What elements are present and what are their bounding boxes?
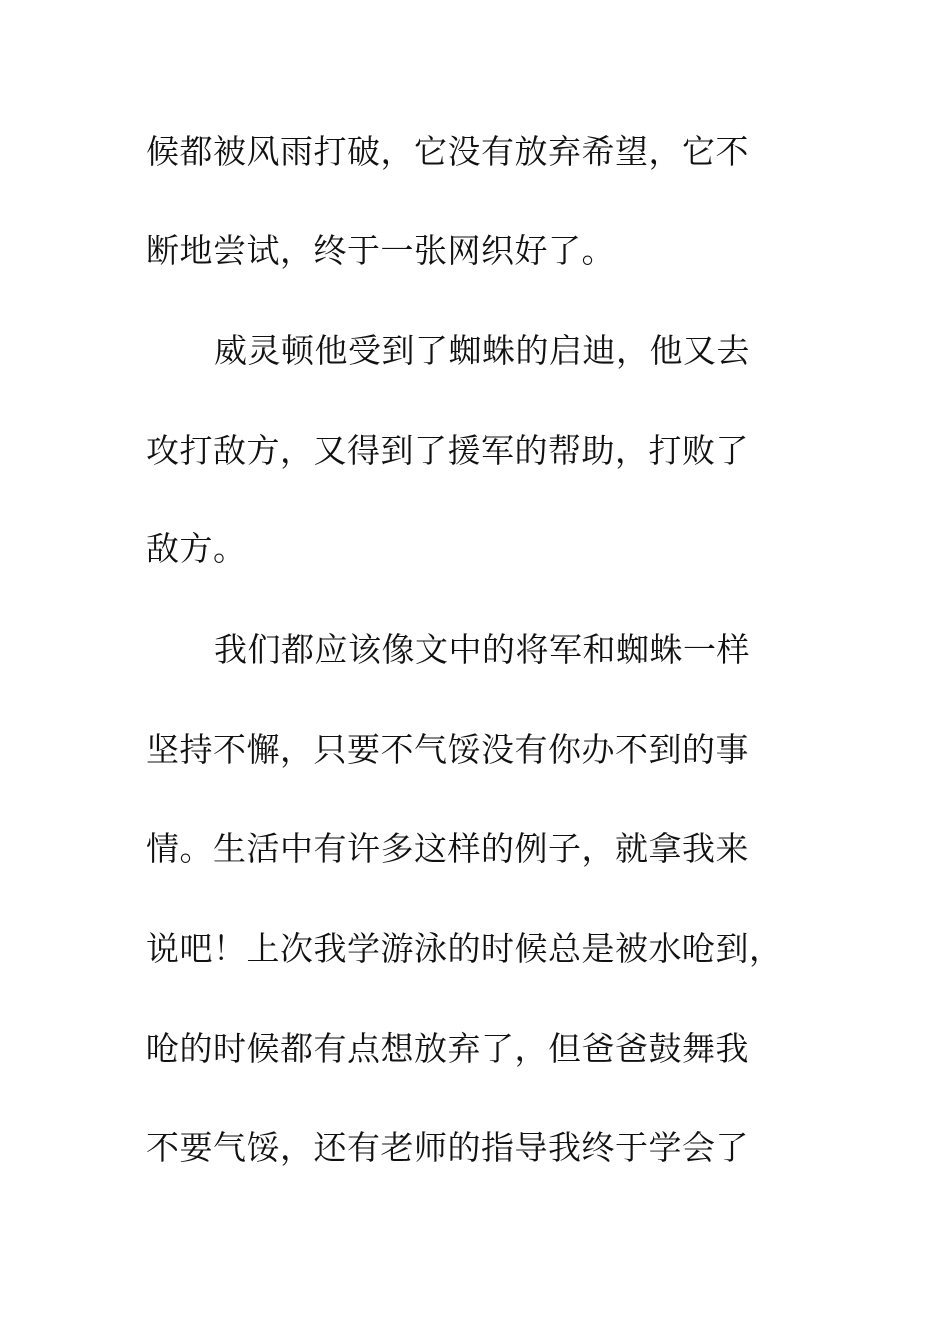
text-line: 攻打敌方，又得到了援军的帮助，打败了: [146, 431, 749, 470]
paragraph-first-line: 威灵顿他受到了蜘蛛的启迪，他又去: [214, 331, 750, 370]
text-line: 断地尝试，终于一张网织好了。: [146, 231, 615, 270]
text-line: 坚持不懈，只要不气馁没有你办不到的事: [146, 730, 749, 769]
text-line: 呛的时候都有点想放弃了，但爸爸鼓舞我: [146, 1029, 749, 1068]
text-line: 说吧！上次我学游泳的时候总是被水呛到，: [146, 929, 783, 968]
text-line: 不要气馁，还有老师的指导我终于学会了: [146, 1128, 749, 1167]
text-line: 敌方。: [146, 529, 247, 568]
paragraph-first-line: 我们都应该像文中的将军和蜘蛛一样: [214, 630, 750, 669]
text-line: 候都被风雨打破，它没有放弃希望，它不: [146, 132, 749, 171]
text-line: 情。生活中有许多这样的例子，就拿我来: [146, 829, 749, 868]
